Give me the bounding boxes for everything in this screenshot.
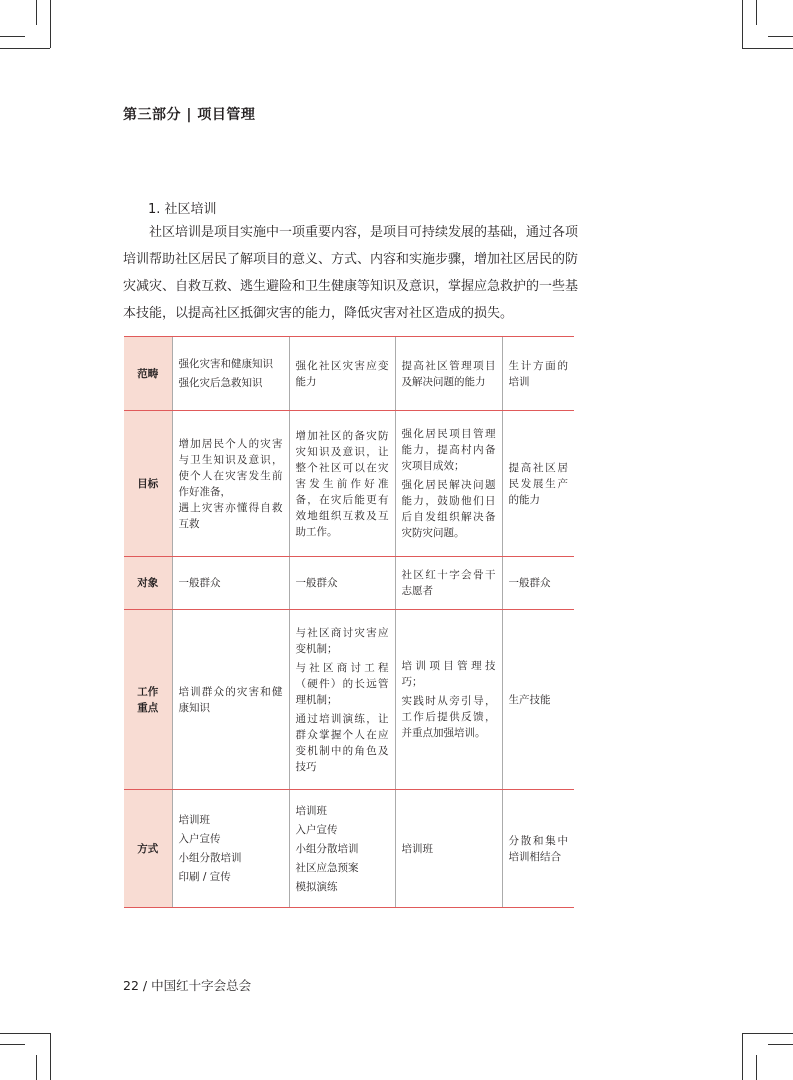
section-title: 1. 社区培训: [148, 202, 217, 217]
table-cell: 增加社区的备灾防灾知识及意识，让整个社区可以在灾害发生前作好准备，在灾后能更有效地组织互救及互助工作。: [289, 411, 395, 557]
crop-mark: [742, 1033, 743, 1080]
table-row: [124, 790, 574, 908]
table-cell: 社区红十字会骨干志愿者: [395, 557, 502, 610]
crop-mark: [756, 1055, 757, 1080]
row-label: 对象: [124, 557, 172, 610]
table-row: [124, 557, 574, 610]
section-paragraph: 社区培训是项目实施中一项重要内容，是项目可持续发展的基础，通过各项培训帮助社区居民了解项目的意义、方式、内容和实施步骤，增加社区居民的防灾减灾、自救互救、逃生避险和卫生健康等知识及意识，掌握应急救护的一些基本技能，以提高社区抵御灾害的能力，降低灾害对社区造成的损失。: [123, 225, 579, 321]
row-label: 范畴: [124, 337, 172, 411]
table-cell: 培训班: [395, 790, 502, 908]
row-label: 方式: [124, 790, 172, 908]
row-label: 目标: [124, 411, 172, 557]
table-cell: 与社区商讨灾害应变机制； 与社区商讨工程（硬件）的长远管理机制； 通过培训演练，让群众掌握个人在应变机制中的角色及技巧: [289, 610, 395, 790]
crop-mark: [36, 0, 37, 25]
table-cell: 强化社区灾害应变能力: [289, 337, 395, 411]
crop-mark: [50, 1033, 51, 1080]
row-label: 工作 重点: [124, 610, 172, 790]
crop-mark: [0, 36, 25, 37]
table-cell: 一般群众: [289, 557, 395, 610]
table-row: [124, 610, 574, 790]
table-cell: 强化居民项目管理能力，提高村内备灾项目成效； 强化居民解决问题能力，鼓励他们日后自发组织解决备灾防灾问题。: [395, 411, 502, 557]
table-cell: 培训班 入户宣传 小组分散培训 社区应急预案 模拟演练: [289, 790, 395, 908]
table-cell: 提高社区管理项目及解决问题的能力: [395, 337, 502, 411]
crop-mark: [0, 1033, 50, 1034]
table-cell: 分散和集中培训相结合: [502, 790, 574, 908]
table-cell: 生计方面的培训: [502, 337, 574, 411]
table-cell: 培训班 入户宣传 小组分散培训 印刷 / 宣传: [172, 790, 289, 908]
crop-mark: [742, 48, 793, 49]
crop-mark: [50, 0, 51, 48]
crop-mark: [768, 1044, 793, 1045]
table-cell: 培训项目管理技巧； 实践时从旁引导，工作后提供反馈，并重点加强培训。: [395, 610, 502, 790]
crop-mark: [756, 0, 757, 25]
crop-mark: [0, 48, 50, 49]
crop-mark: [0, 1044, 25, 1045]
page-header: 第三部分 | 项目管理: [123, 107, 256, 123]
table-cell: 增加居民个人的灾害与卫生知识及意识，使个人在灾害发生前作好准备， 遇上灾害亦懂得自救互救: [172, 411, 289, 557]
table-cell: 提高社区居民发展生产的能力: [502, 411, 574, 557]
table-cell: 培训群众的灾害和健康知识: [172, 610, 289, 790]
table-row: [124, 411, 574, 557]
training-table: [124, 336, 574, 908]
crop-mark: [36, 1055, 37, 1080]
table-cell: 一般群众: [172, 557, 289, 610]
table-cell: 生产技能: [502, 610, 574, 790]
table-cell: 一般群众: [502, 557, 574, 610]
table-row: [124, 337, 574, 411]
crop-mark: [742, 0, 743, 48]
page-footer: 22 / 中国红十字会总会: [123, 978, 252, 993]
table-cell: 强化灾害和健康知识 强化灾后急救知识: [172, 337, 289, 411]
crop-mark: [742, 1033, 793, 1034]
crop-mark: [768, 36, 793, 37]
